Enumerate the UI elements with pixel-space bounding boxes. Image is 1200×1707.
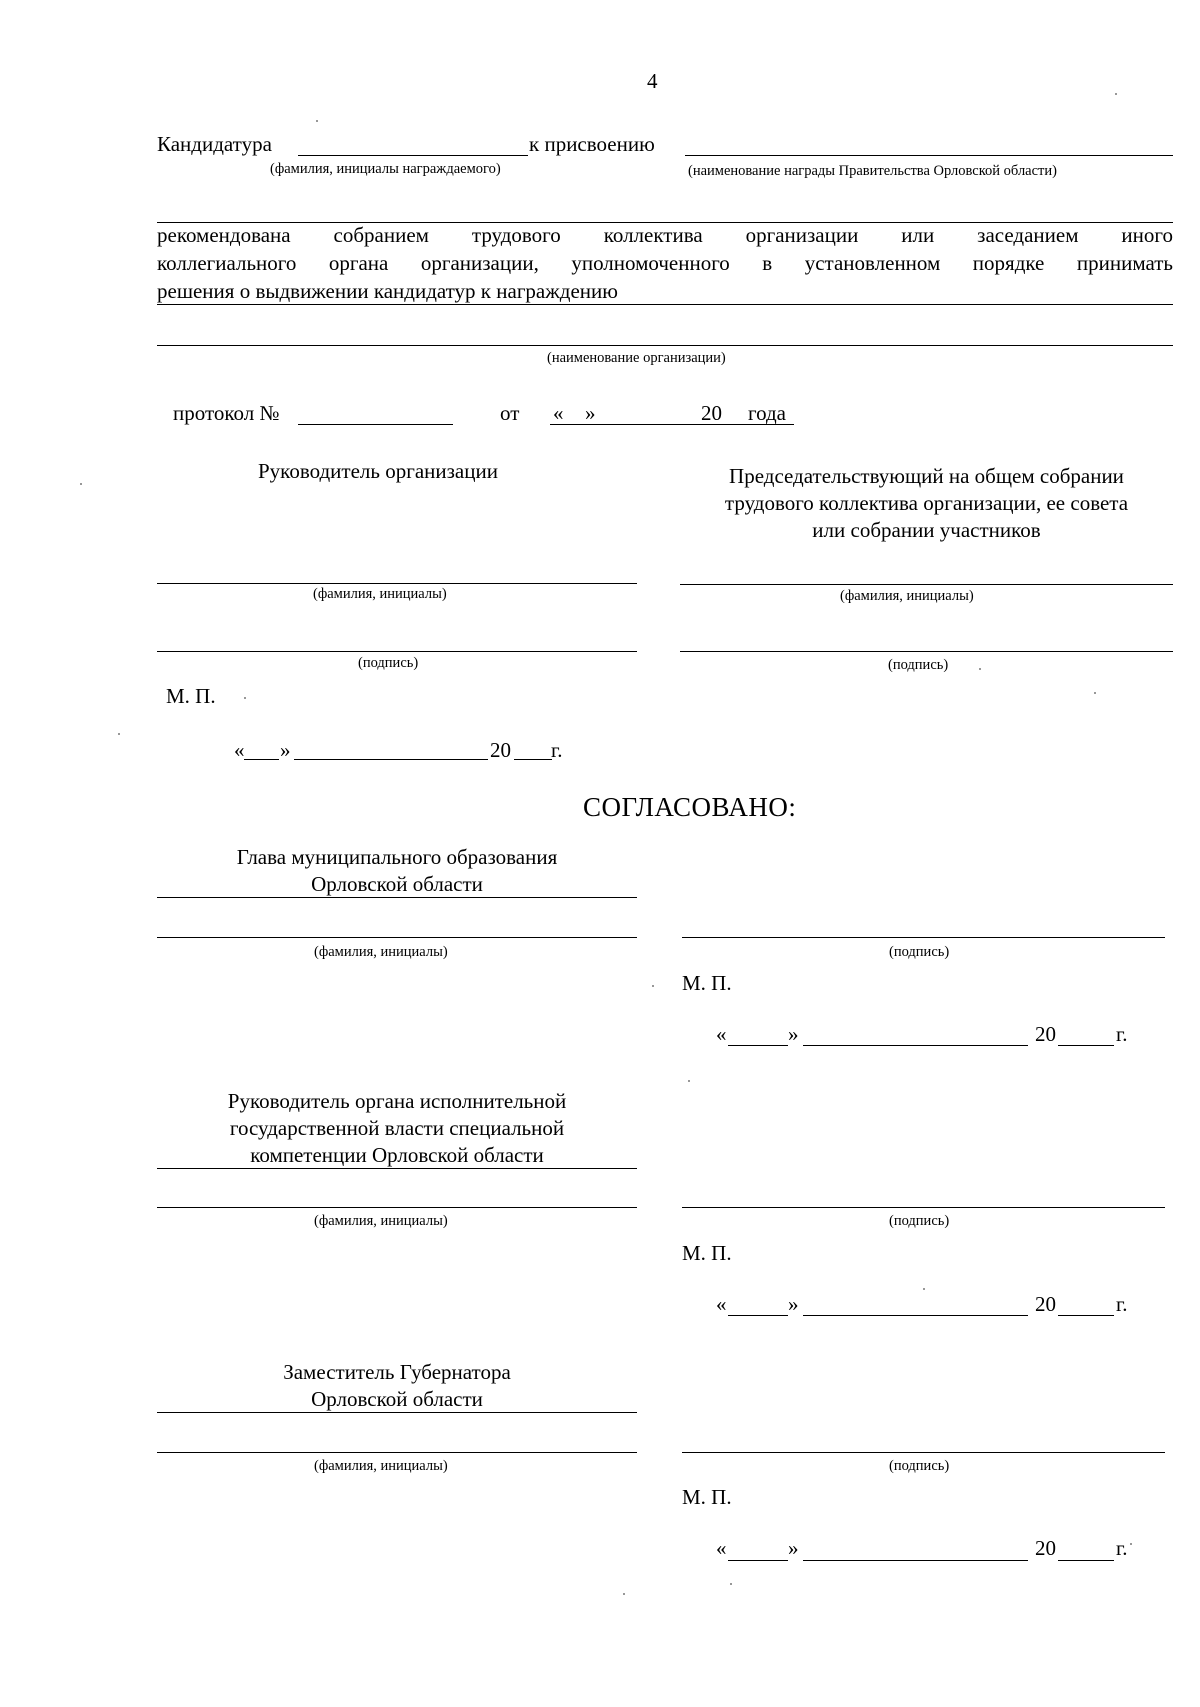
protocol-year: 20 [701, 401, 722, 425]
block2-day-line [728, 1315, 788, 1316]
block1-name-line [157, 937, 637, 938]
chair-name-hint: (фамилия, инициалы) [840, 588, 974, 604]
chair-signature-line [680, 651, 1173, 652]
chair-signature-hint: (подпись) [888, 657, 949, 673]
recommendation-line-2: коллегиального органа организации, уполномоченного в установленном порядке принимать [157, 251, 1173, 275]
block1-title-2: Орловской области [311, 872, 483, 896]
chairperson-title-3: или собрании участников [812, 518, 1041, 542]
block2-signature-hint: (подпись) [889, 1213, 950, 1229]
protocol-year-word: года [748, 401, 786, 425]
organization-name-line [157, 345, 1173, 346]
protocol-quote-open: « [553, 401, 564, 425]
block2-quote-close: » [788, 1292, 799, 1316]
date-suffix: г. [551, 738, 563, 762]
scan-speck [316, 120, 318, 122]
date-year: 20 [490, 738, 511, 762]
scan-speck [688, 1080, 690, 1082]
head-of-organization-title: Руководитель организации [258, 459, 498, 483]
scan-speck [730, 1583, 732, 1585]
head-name-line [157, 583, 637, 584]
block3-year-line [1058, 1560, 1114, 1561]
block3-day-line [728, 1560, 788, 1561]
award-name-hint: (наименование награды Правительства Орловской области) [688, 163, 1057, 179]
block2-name-hint: (фамилия, инициалы) [314, 1213, 448, 1229]
block2-year: 20 [1035, 1292, 1056, 1316]
block3-signature-hint: (подпись) [889, 1458, 950, 1474]
block1-day-line [728, 1045, 788, 1046]
block2-title-3: компетенции Орловской области [250, 1143, 544, 1167]
block2-title-2: государственной власти специальной [229, 1116, 565, 1140]
block1-signature-hint: (подпись) [889, 944, 950, 960]
agreed-heading: СОГЛАСОВАНО: [583, 792, 797, 822]
block1-name-hint: (фамилия, инициалы) [314, 944, 448, 960]
block1-title-1: Глава муниципального образования [236, 845, 558, 869]
block2-signature-line [682, 1207, 1165, 1208]
scan-speck [979, 668, 981, 670]
block1-quote-open: « [716, 1022, 727, 1046]
date-day-line [244, 759, 279, 760]
block1-stamp: М. П. [682, 971, 732, 995]
scan-speck [1130, 1543, 1132, 1545]
protocol-number-line [298, 424, 453, 425]
to-award-label: к присвоению [529, 132, 655, 156]
organization-hint: (наименование организации) [547, 350, 726, 366]
block3-year: 20 [1035, 1536, 1056, 1560]
block1-suffix: г. [1116, 1022, 1128, 1046]
block3-name-line [157, 1452, 637, 1453]
date-quote-close: » [280, 738, 291, 762]
recommendation-line-1: рекомендована собранием трудового коллектива организации или заседанием иного [157, 223, 1173, 247]
stamp-place: М. П. [166, 684, 216, 708]
protocol-quote-close: » [585, 401, 596, 425]
block2-stamp: М. П. [682, 1241, 732, 1265]
candidate-label: Кандидатура [157, 132, 272, 156]
block2-year-line [1058, 1315, 1114, 1316]
block3-stamp: М. П. [682, 1485, 732, 1509]
block2-name-line [157, 1207, 637, 1208]
chairperson-title-1: Председательствующий на общем собрании [729, 464, 1124, 488]
block3-quote-close: » [788, 1536, 799, 1560]
block1-title-line [157, 897, 637, 898]
scan-speck [1115, 93, 1117, 95]
head-name-hint: (фамилия, инициалы) [313, 586, 447, 602]
block2-month-line [803, 1315, 1028, 1316]
block2-title-1: Руководитель органа исполнительной [227, 1089, 567, 1113]
block3-title-1: Заместитель Губернатора [283, 1360, 511, 1384]
block1-quote-close: » [788, 1022, 799, 1046]
block3-quote-open: « [716, 1536, 727, 1560]
scan-speck [118, 733, 120, 735]
chair-name-line [680, 584, 1173, 585]
block1-signature-line [682, 937, 1165, 938]
block3-suffix: г. [1116, 1536, 1128, 1560]
head-signature-line [157, 651, 637, 652]
block3-title-line [157, 1412, 637, 1413]
date-year-line [514, 759, 552, 760]
recommendation-line-3: решения о выдвижении кандидатур к награждению [157, 279, 618, 303]
scan-speck [80, 483, 82, 485]
candidate-name-line [298, 155, 528, 156]
scan-speck [623, 1593, 625, 1595]
page-number: 4 [647, 69, 658, 93]
block3-signature-line [682, 1452, 1165, 1453]
candidate-name-hint: (фамилия, инициалы награждаемого) [270, 161, 501, 177]
block3-month-line [803, 1560, 1028, 1561]
block2-title-line [157, 1168, 637, 1169]
scan-speck [244, 697, 246, 699]
protocol-label: протокол № [173, 401, 280, 425]
date-month-line [294, 759, 488, 760]
chairperson-title-2: трудового коллектива организации, ее совета [724, 491, 1129, 515]
award-name-line [685, 155, 1173, 156]
block2-suffix: г. [1116, 1292, 1128, 1316]
block2-quote-open: « [716, 1292, 727, 1316]
date-quote-open: « [234, 738, 245, 762]
recommendation-underline [157, 304, 1173, 305]
scan-speck [1094, 692, 1096, 694]
scan-speck [652, 985, 654, 987]
block3-title-2: Орловской области [311, 1387, 483, 1411]
scan-speck [923, 1288, 925, 1290]
block1-month-line [803, 1045, 1028, 1046]
head-signature-hint: (подпись) [358, 655, 419, 671]
block3-name-hint: (фамилия, инициалы) [314, 1458, 448, 1474]
protocol-from: от [500, 401, 520, 425]
block1-year: 20 [1035, 1022, 1056, 1046]
block1-year-line [1058, 1045, 1114, 1046]
